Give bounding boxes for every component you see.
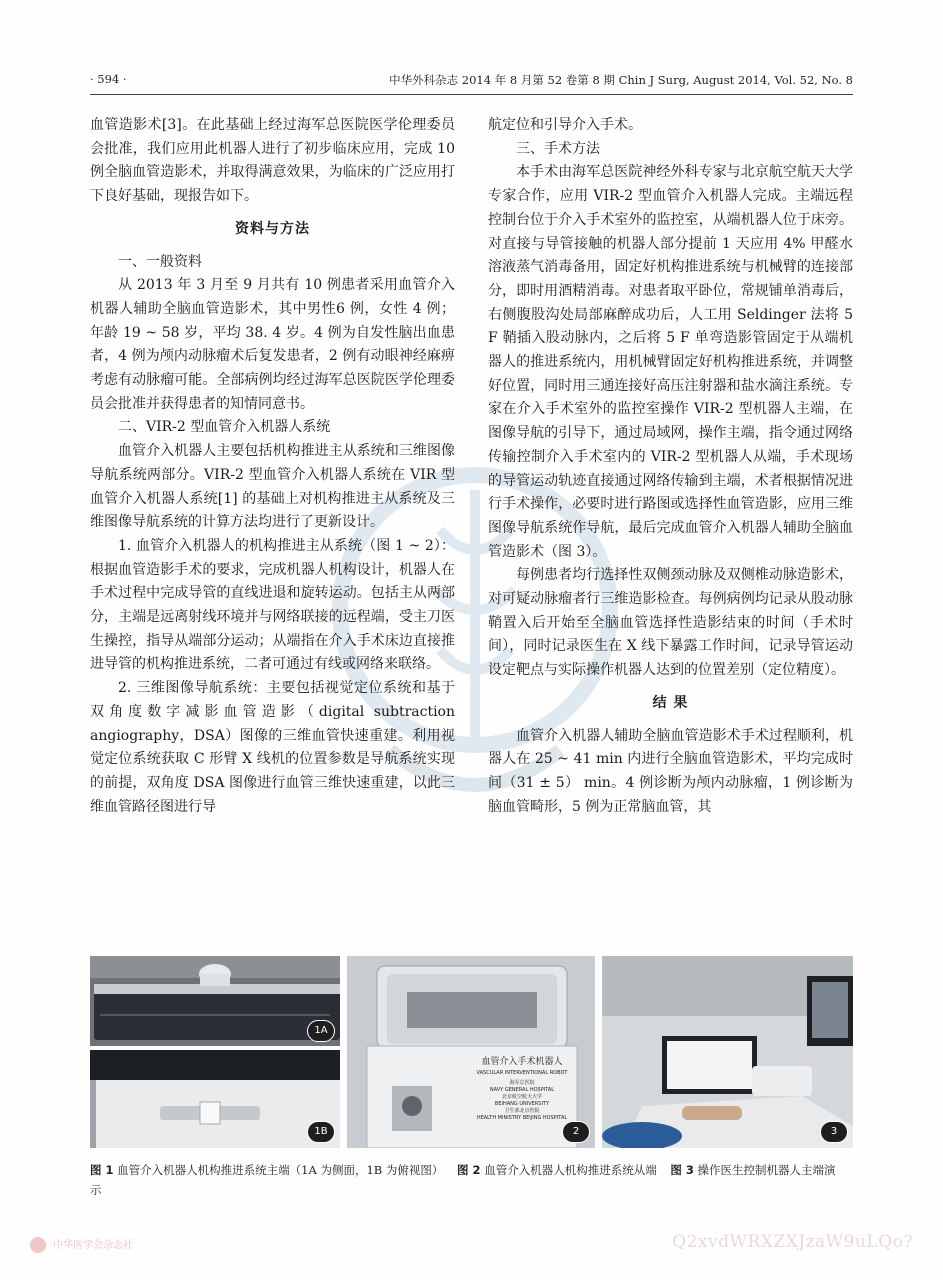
subsection-heading: 二、VIR-2 型血管介入机器人系统 [118,419,331,436]
paragraph: 本手术由海军总医院神经外科专家与北京航空航天大学专家合作，应用 VIR-2 型血管介入机器人完成。主端远程控制台位于介入手术室外的监控室，从端机器人位于床旁。对直接与导管接触的机器人部分提前 1 天应用 4% 甲醛水溶液蒸气消毒备用，固定好机构推进系统与机械臂的连接部分，即时用酒精消毒。对患者取平卧位，常规铺单消毒后，右侧腹股沟处局部麻醉成功后，人工用 Seldinger 法将 5 F 鞘插入股动脉内，之后将 5 F 单弯造影管固定于从端机器人的推进系统内，用机械臂固定好机构推进系统，并调整好位置，同时用三通连接好高压注射器和盐水滴注系统。专家在介入手术室外的监控室操作 VIR-2 型机器人主端，在图像导航的引导下，通过局域网，操作主端，指令通过网络传输控制介入手术室内的 VIR-2 型机器人从端，手术现场的导管运动轨迹直接通过网络传输到主端，术者根据情况进行手术操作，必要时进行路图或选择性血管造影，应用三维图像导航系统作导航，最后完成血管介入机器人辅助全脑血管造影术（图 3）。 [488,164,853,560]
section-heading-methods: 资料与方法 [235,220,310,237]
caption-label: 图 2 [457,1163,481,1177]
nameplate-line: NAVY GENERAL HOSPITAL [489,1087,555,1093]
right-column [488,114,853,819]
nameplate-line: 海军总医院 [509,1080,535,1086]
caption-figure-1 [90,1163,447,1177]
header-rule [90,94,853,95]
caption-label: 图 3 [670,1163,694,1177]
figure-1-photo [90,956,340,1148]
figure-captions [90,1160,853,1200]
robot-nameplate [457,1056,587,1122]
figure-label-3: 3 [820,1121,848,1143]
nameplate-english: VASCULAR INTERVENTIONAL ROBOT [476,1070,568,1076]
paragraph: 从 2013 年 3 月至 9 月共有 10 例患者采用血管介入机器人辅助全脑血管造影术，其中男性6 例，女性 4 例；年龄 19 ~ 58 岁，平均 38. 4 岁。4 例为自发性脑出血患者，4 例为颅内动脉瘤术后复发患者，2 例有动眼神经麻痹考虑有动脉瘤可能。全部病例均经过海军总医院医学伦理委员会批准并获得患者的知情同意书。 [90,277,455,412]
paragraph: 1. 血管介入机器人的机构推进主从系统（图 1 ~ 2）：根据血管造影手术的要求，完成机器人机构设计，机器人在手术过程中完成导管的直线进退和旋转运动。包括主从两部分，主端是远离射线环境并与网络联接的远程端，受主刀医生操控，指导从端部分运动；从端指在介入手术床边直接推进导管的机构推进系统，二者可通过有线或网络来联络。 [90,537,455,673]
figure-label-1b: 1B [307,1121,335,1143]
nameplate-line: HEALTH MINISTRY BEIJING HOSPITAL [476,1115,568,1121]
paragraph: 每例患者均行选择性双侧颈动脉及双侧椎动脉造影术，对可疑动脉瘤者行三维造影检查。每例病例均记录从股动脉鞘置入后开始至全脑血管选择性造影结束的时间（手术时间），同时记录医生在 X 线下暴露工作时间，记录导管运动设定靶点与实际操作机器人达到的位置差别（定位精度）。 [488,567,853,679]
subsection-heading: 三、手术方法 [516,140,600,157]
figure-row [90,956,853,1148]
left-column [90,114,455,819]
paragraph: 2. 三维图像导航系统：主要包括视觉定位系统和基于双角度数字减影血管造影（digital subtraction angiography，DSA）图像的三维血管快速重建。利用视觉定位系统获取 C 形臂 X 线机的位置参数是导航系统实现的前提，双角度 DSA 图像进行血管三维快速重建，以此三维血管路径图进行导 [90,680,455,815]
nameplate-line: 卫生部北京医院 [504,1108,540,1114]
caption-label: 图 1 [90,1163,114,1177]
paragraph: 血管造影术[3]。在此基础上经过海军总医院医学伦理委员会批准，我们应用此机器人进行了初步临床应用，完成 10 例全脑血管造影术，并取得满意效果，为临床的广泛应用打下良好基础，现报告如下。 [90,117,455,205]
publisher-logo-icon [30,1237,46,1253]
journal-citation: 中华外科杂志 2014 年 8 月第 52 卷第 8 期 Chin J Surg, August 2014, Vol. 52, No. 8 [389,73,853,87]
caption-text: 血管介入机器人机构推进系统从端 [484,1163,657,1177]
figure-3 [602,956,853,1148]
figure-label-1a: 1A [307,1020,335,1042]
publisher-mark [30,1236,133,1253]
figure-1 [90,956,340,1148]
figure-label-2: 2 [562,1121,590,1143]
paragraph: 血管介入机器人主要包括机构推进主从系统和三维图像导航系统两部分。VIR-2 型血管介入机器人系统在 VIR 型血管介入机器人系统[1] 的基础上对机构推进主从系统及三维图像导航系统的计算方法均进行了更新设计。 [90,443,455,531]
running-header [90,72,853,90]
caption-text: 操作医生控制机器人主端演示 [90,1163,836,1197]
nameplate-title: 血管介入手术机器人 [481,1057,563,1067]
caption-figure-2 [457,1163,660,1177]
nameplate-line: 北京航空航天大学 [501,1094,542,1100]
figure-3-photo [602,956,853,1148]
page-number: · 594 · [90,72,127,86]
paragraph: 航定位和引导介入手术。 [488,117,642,133]
section-heading-results: 结 果 [652,694,689,711]
subsection-heading: 一、一般资料 [118,253,202,270]
nameplate-line: BEIHANG UNIVERSITY [494,1101,550,1107]
figure-2 [347,956,595,1148]
paragraph: 血管介入机器人辅助全脑血管造影术手术过程顺利，机器人在 25 ~ 41 min 内进行全脑血管造影术，平均完成时间（31 ± 5） min。4 例诊断为颅内动脉瘤，1 例诊断为脑血管畸形，5 例为正常脑血管，其 [488,727,853,815]
publisher-name: 中华医学会杂志社 [53,1240,134,1251]
caption-text: 血管介入机器人机构推进系统主端（1A 为侧面，1B 为俯视图） [117,1163,444,1177]
download-code-watermark: Q2xvdWRXZXJzaW9uLQo? [672,1232,913,1252]
